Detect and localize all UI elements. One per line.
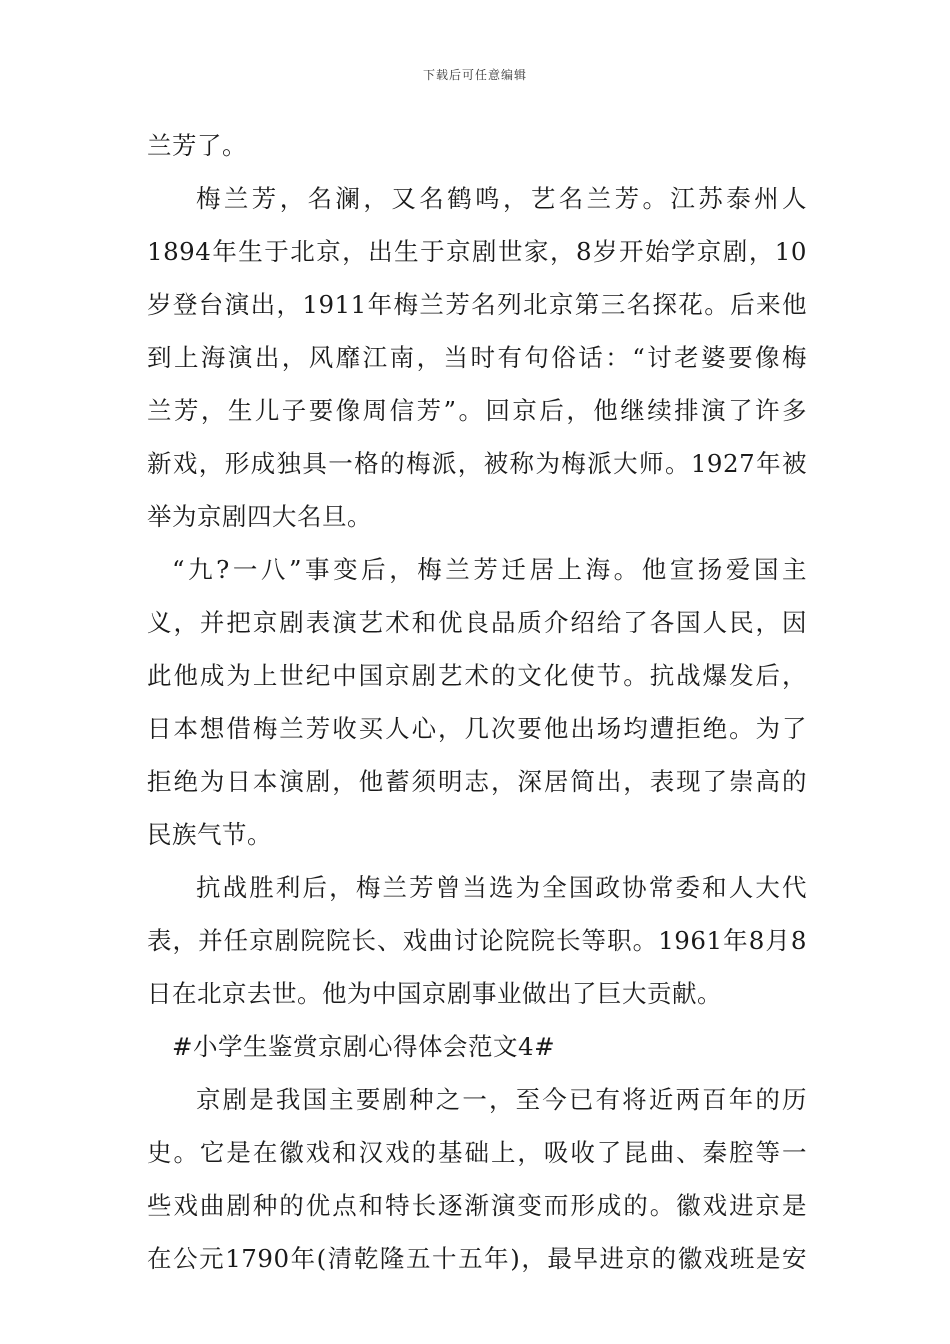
text-line: 在公元1790年(清乾隆五十五年)，最早进京的徽戏班是安 [147, 1244, 807, 1273]
text-line: 表，并任京剧院院长、戏曲讨论院院长等职。1961年8月8 [147, 926, 807, 955]
text-line: 些戏曲剧种的优点和特长逐渐演变而形成的。徽戏进京是 [147, 1191, 807, 1220]
text-line: 日本想借梅兰芳收买人心，几次要他出场均遭拒绝。为了 [147, 714, 807, 743]
text-line: 日在北京去世。他为中国京剧事业做出了巨大贡献。 [147, 979, 722, 1008]
text-line: 史。它是在徽戏和汉戏的基础上，吸收了昆曲、秦腔等一 [147, 1138, 807, 1167]
text-line: 拒绝为日本演剧，他蓄须明志，深居简出，表现了崇高的 [147, 767, 807, 796]
text-line: 新戏，形成独具一格的梅派，被称为梅派大师。1927年被 [147, 449, 807, 478]
text-line: 岁登台演出，1911年梅兰芳名列北京第三名探花。后来他 [147, 290, 807, 319]
section-heading: #小学生鉴赏京剧心得体会范文4# [172, 1032, 556, 1061]
text-line: 此他成为上世纪中国京剧艺术的文化使节。抗战爆发后， [147, 661, 807, 690]
text-line: 抗战胜利后，梅兰芳曾当选为全国政协常委和人大代 [196, 873, 807, 902]
text-line: “九?一八”事变后，梅兰芳迁居上海。他宣扬爱国主 [172, 555, 807, 584]
text-line: 1894年生于北京，出生于京剧世家，8岁开始学京剧，10 [147, 237, 807, 266]
text-line: 义，并把京剧表演艺术和优良品质介绍给了各国人民，因 [147, 608, 807, 637]
page-header-note: 下载后可任意编辑 [422, 68, 527, 82]
document-body [147, 126, 807, 1292]
text-line: 兰芳，生儿子要像周信芳”。回京后，他继续排演了许多 [147, 396, 807, 425]
text-line: 举为京剧四大名旦。 [147, 502, 372, 531]
text-line: 到上海演出，风靡江南，当时有句俗话：“讨老婆要像梅 [147, 343, 807, 372]
text-line: 梅兰芳，名澜，又名鹤鸣，艺名兰芳。江苏泰州人 [196, 184, 807, 213]
text-line: 京剧是我国主要剧种之一，至今已有将近两百年的历 [196, 1085, 807, 1114]
text-line: 兰芳了。 [147, 131, 247, 160]
text-line: 民族气节。 [147, 820, 272, 849]
